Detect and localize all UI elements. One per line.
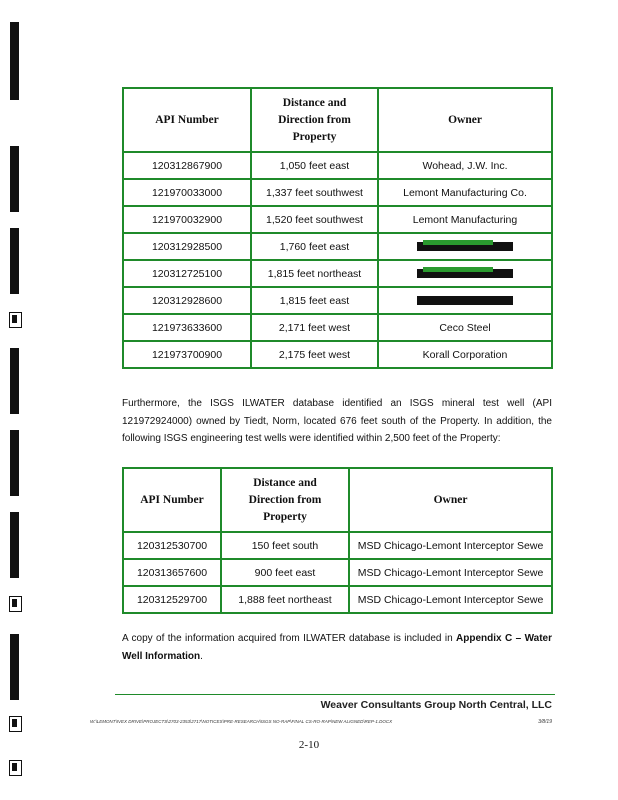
column-header-owner: Owner <box>378 88 552 152</box>
distance-cell: 1,050 feet east <box>251 152 378 179</box>
table-row <box>123 152 552 179</box>
column-header-api: API Number <box>123 88 251 152</box>
owner-cell: Lemont Manufacturing <box>378 206 552 233</box>
distance-cell: 1,888 feet northeast <box>221 586 349 613</box>
appendix-period: . <box>200 650 203 662</box>
column-header-distance: Distance and Direction from Property <box>221 468 349 532</box>
api-number-cell: 120312530700 <box>123 532 221 559</box>
scan-edge-mark <box>9 312 22 328</box>
page-number: 2-10 <box>298 739 320 751</box>
api-number-cell: 121973633600 <box>123 314 251 341</box>
distance-cell: 2,175 feet west <box>251 341 378 368</box>
owner-cell-redacted <box>378 287 552 314</box>
body-paragraph: Furthermore, the ISGS ILWATER database identified an ISGS mineral test well (API 121972924000) owned by Tiedt, Norm, located 676 feet south of the Property. In addition, the following ISGS engineering test wells were identified within 2,500 feet of the Property: <box>122 398 552 444</box>
table-row <box>123 559 552 586</box>
owner-cell: Ceco Steel <box>378 314 552 341</box>
footer-file-path: W:\LEMONT\IVEX DRIVE\PROJECTS\2703-2353\2717\NOTICES\PRE-RESEARCH\ISGS NO-RAP\FINAL CS-RO-RAP\NEW ALIGNED\REP-1.DOCX <box>90 719 393 724</box>
table-row <box>123 206 552 233</box>
scan-edge-bar <box>10 634 19 700</box>
column-header-api: API Number <box>123 468 221 532</box>
footer-company-name: Weaver Consultants Group North Central, LLC <box>320 699 552 711</box>
table-row <box>123 532 552 559</box>
redaction-mark <box>417 296 513 305</box>
footer-date: 3/8/19 <box>538 719 552 725</box>
owner-cell: MSD Chicago-Lemont Interceptor Sewe <box>349 586 552 613</box>
owner-cell-redacted <box>378 233 552 260</box>
scan-edge-bar <box>10 228 19 294</box>
scan-edge-bar <box>10 146 19 212</box>
api-number-cell: 120313657600 <box>123 559 221 586</box>
scan-edge-bar <box>10 348 19 414</box>
scan-edge-mark <box>9 596 22 612</box>
column-header-distance: Distance and Direction from Property <box>251 88 378 152</box>
api-number-cell: 120312928500 <box>123 233 251 260</box>
table-header-row <box>123 468 552 532</box>
redaction-mark <box>417 269 513 278</box>
owner-cell: Wohead, J.W. Inc. <box>378 152 552 179</box>
distance-cell: 1,760 feet east <box>251 233 378 260</box>
scan-edge-mark <box>9 716 22 732</box>
scan-edge-bar <box>10 430 19 496</box>
scan-edge-bar <box>10 512 19 578</box>
api-number-cell: 120312725100 <box>123 260 251 287</box>
water-wells-table <box>122 87 553 369</box>
column-header-owner: Owner <box>349 468 552 532</box>
table-row <box>123 260 552 287</box>
distance-cell: 900 feet east <box>221 559 349 586</box>
engineering-test-wells-table <box>122 467 553 614</box>
table-row <box>123 341 552 368</box>
owner-cell: Lemont Manufacturing Co. <box>378 179 552 206</box>
owner-cell: Korall Corporation <box>378 341 552 368</box>
table-row <box>123 287 552 314</box>
footer-divider <box>115 694 555 695</box>
owner-cell-redacted <box>378 260 552 287</box>
distance-cell: 1,815 feet northeast <box>251 260 378 287</box>
api-number-cell: 120312928600 <box>123 287 251 314</box>
distance-cell: 150 feet south <box>221 532 349 559</box>
redaction-mark <box>417 242 513 251</box>
distance-cell: 1,520 feet southwest <box>251 206 378 233</box>
table-row <box>123 586 552 613</box>
api-number-cell: 121970033000 <box>123 179 251 206</box>
api-number-cell: 120312867900 <box>123 152 251 179</box>
appendix-reference-paragraph <box>122 630 552 665</box>
distance-cell: 2,171 feet west <box>251 314 378 341</box>
table-row <box>123 179 552 206</box>
owner-cell: MSD Chicago-Lemont Interceptor Sewe <box>349 559 552 586</box>
appendix-text: A copy of the information acquired from ILWATER database is included in <box>122 633 457 644</box>
table-row <box>123 314 552 341</box>
table-header-row <box>123 88 552 152</box>
distance-cell: 1,337 feet southwest <box>251 179 378 206</box>
api-number-cell: 121973700900 <box>123 341 251 368</box>
scan-edge-mark <box>9 760 22 776</box>
table-row <box>123 233 552 260</box>
api-number-cell: 120312529700 <box>123 586 221 613</box>
appendix-link-text: Appendix C – Water Well Information <box>122 633 552 662</box>
api-number-cell: 121970032900 <box>123 206 251 233</box>
distance-cell: 1,815 feet east <box>251 287 378 314</box>
scan-edge-bar <box>10 22 19 100</box>
owner-cell: MSD Chicago-Lemont Interceptor Sewe <box>349 532 552 559</box>
